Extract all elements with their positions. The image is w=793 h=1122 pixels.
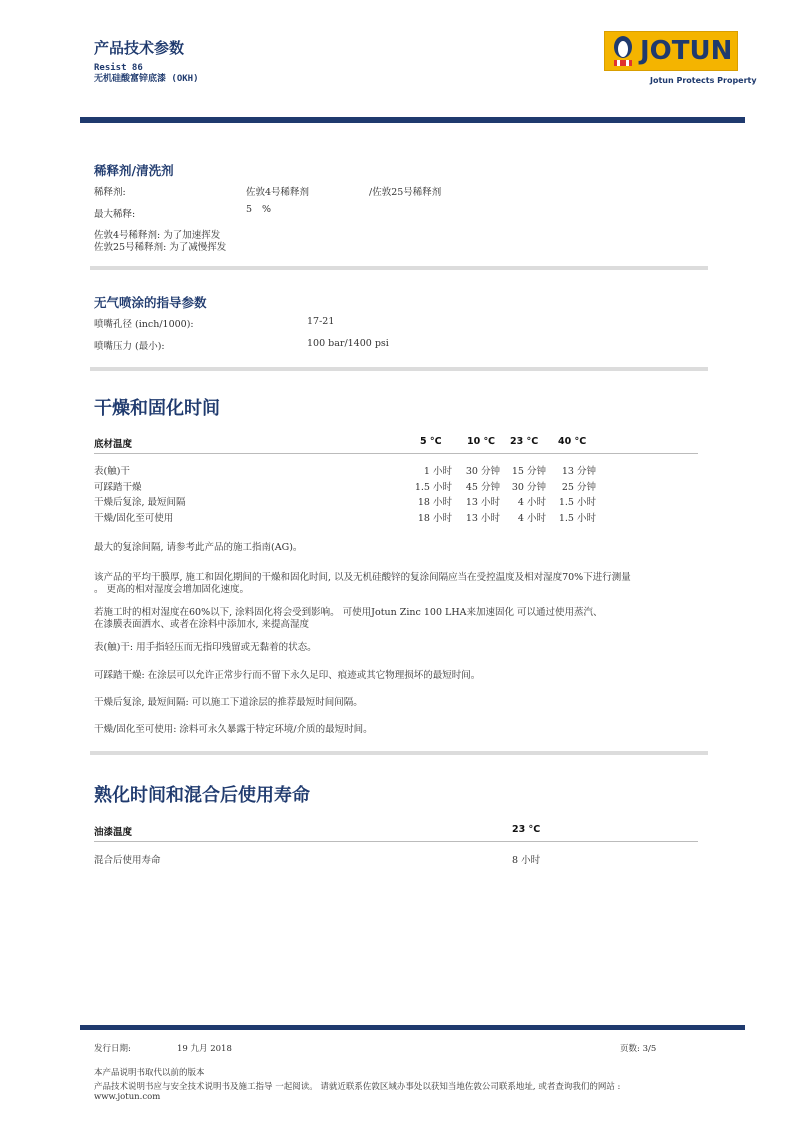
table-row-label: 表(触)干 [94,466,130,477]
table-cell: 18 小时 [417,513,452,524]
jotun-figure-icon [608,33,638,69]
table-cell: 4 小时 [517,497,546,508]
table-cell: 1.5 小时 [414,482,452,493]
potlife-section-title: 熟化时间和混合后使用寿命 [94,785,310,806]
table-cell: 30 分钟 [511,482,546,493]
measurement-note-line-2: 。 更高的相对湿度会增加固化速度。 [94,584,250,595]
issue-date-label: 发行日期: [94,1044,131,1054]
table-cell: 15 分钟 [511,466,546,477]
potlife-row-label: 混合后使用寿命 [94,855,161,866]
section-divider [90,751,708,755]
drying-table-header-10c: 10 ℃ [467,436,496,447]
table-cell: 13 小时 [465,497,500,508]
potlife-row-value: 8 小时 [512,855,541,866]
measurement-note-line-1: 该产品的平均干膜厚, 施工和固化期间的干燥和固化时间, 以及无机硅酸锌的复涂间隔应当在受控温度及相对湿度70%下进行测量 [94,572,631,583]
thinner-note-2: 佐敦25号稀释剂: 为了减慢挥发 [94,242,227,253]
table-cell: 25 分钟 [561,482,596,493]
table-header-rule [94,453,698,454]
definition-recoat-minimum: 干燥后复涂, 最短间隔: 可以施工下道涂层的推荐最短时间间隔。 [94,697,363,708]
table-cell: 18 小时 [417,497,452,508]
logo-tagline: Jotun Protects Property [650,76,757,85]
table-row-label: 干燥/固化至可使用 [94,513,174,524]
drying-table-header-40c: 40 °C [558,436,587,447]
nozzle-tip-value: 17-21 [307,316,335,327]
thinner-value-1: 佐敦4号稀释剂 [246,187,310,198]
nozzle-tip-label: 喷嘴孔径 (inch/1000): [94,319,194,330]
max-thinning-label: 最大稀释: [94,209,136,220]
table-cell: 1 小时 [423,466,452,477]
thinner-section-title: 稀释剂/清洗剂 [94,163,174,178]
product-code: Resist 86 [94,63,143,73]
disclaimer-text: 产品技术说明书应与安全技术说明书及施工指导 一起阅读。 请就近联系佐敦区域办事处以获知当地佐敦公司联系地址, 或者查询我们的网站 : [94,1082,621,1092]
max-thinning-value: 5 [246,204,253,215]
definition-surface-dry: 表(触)干: 用手指轻压而无指印残留或无黏着的状态。 [94,642,317,653]
definition-walk-on-dry: 可踩踏干燥: 在涂层可以允许正常步行而不留下永久足印、痕迹或其它物理损坏的最短时间。 [94,670,481,681]
product-description: 无机硅酸富锌底漆 (OKH) [94,74,199,84]
table-cell: 45 分钟 [465,482,500,493]
thinner-note-1: 佐敦4号稀释剂: 为了加速挥发 [94,230,221,241]
airless-section-title: 无气喷涂的指导参数 [94,295,207,310]
thinner-label: 稀释剂: [94,187,126,198]
drying-table-header-23c: 23 °C [510,436,539,447]
website-link[interactable]: www.jotun.com [94,1092,161,1102]
section-divider [90,367,708,371]
table-row-label: 可踩踏干燥 [94,482,142,493]
table-cell: 1.5 小时 [558,513,596,524]
recoat-note: 最大的复涂间隔, 请参考此产品的施工指南(AG)。 [94,542,303,553]
logo-wordmark: JOTUN [640,36,733,66]
table-cell: 13 分钟 [561,466,596,477]
table-cell: 13 小时 [465,513,500,524]
document-title: 产品技术参数 [94,39,185,57]
drying-table-header-label: 底材温度 [94,439,133,450]
issue-date-value: 19 九月 2018 [177,1044,232,1054]
humidity-note-line-2: 在漆膜表面洒水、或者在涂料中添加水, 来提高湿度 [94,619,310,630]
table-cell: 30 分钟 [465,466,500,477]
table-header-rule [94,841,698,842]
thinner-value-2: /佐敦25号稀释剂 [369,187,442,198]
nozzle-pressure-value: 100 bar/1400 psi [307,338,389,349]
drying-section-title: 干燥和固化时间 [94,398,220,419]
humidity-note-line-1: 若施工时的相对湿度在60%以下, 涂料固化将会受到影响。 可使用Jotun Zinc 100 LHA来加速固化 可以通过使用蒸汽、 [94,607,603,618]
table-cell: 4 小时 [517,513,546,524]
table-cell: 1.5 小时 [558,497,596,508]
table-row-label: 干燥后复涂, 最短间隔 [94,497,186,508]
potlife-header-label: 油漆温度 [94,827,133,838]
supersedes-note: 本产品说明书取代以前的版本 [94,1068,205,1078]
drying-table-header-5c: 5 °C [420,436,442,447]
page-number: 页数: 3/5 [620,1044,657,1054]
header-divider [80,117,745,123]
definition-dry-to-service: 干燥/固化至可使用: 涂料可永久暴露于特定环境/介质的最短时间。 [94,724,373,735]
nozzle-pressure-label: 喷嘴压力 (最小): [94,341,165,352]
section-divider [90,266,708,270]
potlife-header-temp: 23 °C [512,824,541,835]
footer-divider [80,1025,745,1030]
max-thinning-unit: % [262,204,272,215]
